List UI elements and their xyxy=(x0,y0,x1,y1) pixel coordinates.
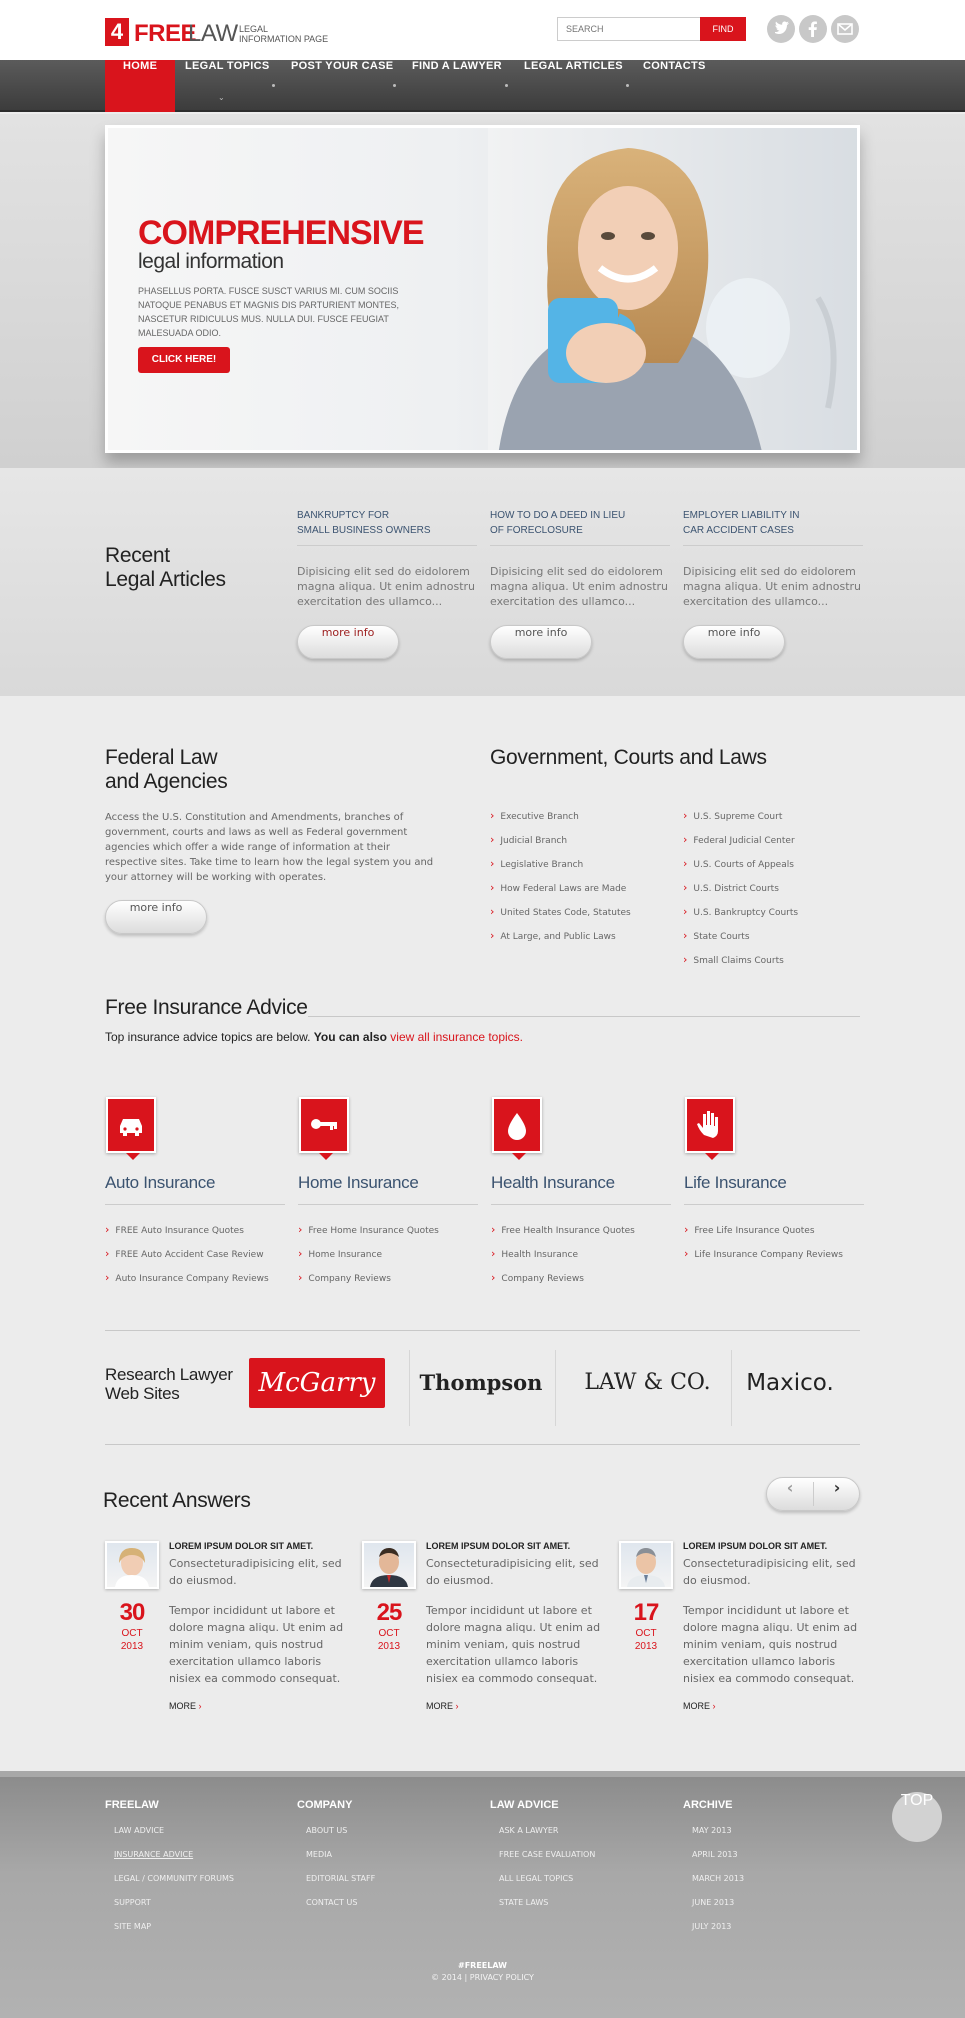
list-item[interactable]: › Life Insurance Company Reviews xyxy=(684,1242,869,1266)
back-to-top-button[interactable]: TOP xyxy=(892,1792,942,1842)
list-item[interactable]: › FREE Auto Insurance Quotes xyxy=(105,1218,290,1242)
footer-column-title: LAW ADVICE xyxy=(490,1799,559,1811)
insurance-category-title[interactable]: Auto Insurance xyxy=(105,1173,216,1192)
article-title-line1: HOW TO DO A DEED IN LIEU xyxy=(490,510,626,521)
logo-tagline xyxy=(239,24,328,44)
divider xyxy=(555,1350,556,1426)
insurance-category-title[interactable]: Health Insurance xyxy=(491,1173,615,1192)
twitter-icon[interactable] xyxy=(767,15,795,43)
government-links-col2 xyxy=(683,804,863,972)
list-item[interactable]: › State Courts xyxy=(683,924,863,948)
footer-link[interactable]: MAY 2013 xyxy=(692,1826,732,1835)
footer-link[interactable]: CONTACT US xyxy=(306,1898,358,1907)
nav-find-a-lawyer[interactable]: FIND A LAWYER xyxy=(412,60,502,72)
divider xyxy=(298,1204,478,1205)
insurance-links xyxy=(491,1218,676,1290)
avatar xyxy=(362,1541,416,1589)
insurance-links xyxy=(105,1218,290,1290)
list-item[interactable]: › Free Life Insurance Quotes xyxy=(684,1218,869,1242)
divider xyxy=(491,1204,671,1205)
hand-icon[interactable] xyxy=(685,1097,735,1153)
lawyers-title xyxy=(105,1365,233,1403)
answer-date-year: 2013 xyxy=(634,1641,658,1652)
nav-home[interactable]: HOME xyxy=(105,60,175,112)
footer-link[interactable]: APRIL 2013 xyxy=(692,1850,738,1859)
carousel-controls xyxy=(766,1477,860,1511)
list-item[interactable]: › U.S. District Courts xyxy=(683,876,863,900)
divider xyxy=(105,1444,860,1445)
answer-subtitle: Consecteturadipisicing elit, sed do eiusmod. xyxy=(683,1557,856,1587)
logo-tagline-line1: LEGAL xyxy=(239,24,269,34)
mail-icon[interactable] xyxy=(831,15,859,43)
search-button[interactable]: FIND xyxy=(700,17,746,41)
footer-link[interactable]: LAW ADVICE xyxy=(114,1826,165,1835)
recent-articles-section xyxy=(0,468,965,696)
list-item[interactable]: › Judicial Branch xyxy=(490,828,670,852)
list-item[interactable]: › Free Health Insurance Quotes xyxy=(491,1218,676,1242)
hero-title: COMPREHENSIVE xyxy=(138,214,424,252)
article-excerpt: Dipisicing elit sed do eidolorem magna aliqua. Ut enim adnostru exercitation des ullamco... xyxy=(297,565,476,608)
list-item[interactable]: › Home Insurance xyxy=(298,1242,483,1266)
footer-link[interactable]: MEDIA xyxy=(306,1850,332,1859)
footer-link[interactable]: EDITORIAL STAFF xyxy=(306,1874,376,1883)
search-input[interactable] xyxy=(557,17,701,41)
answer-more-link[interactable] xyxy=(683,1701,716,1711)
answer-date-year: 2013 xyxy=(120,1641,144,1652)
list-item[interactable]: › United States Code, Statutes xyxy=(490,900,670,924)
list-item[interactable]: › Small Claims Courts xyxy=(683,948,863,972)
footer-link[interactable]: INSURANCE ADVICE xyxy=(114,1850,194,1859)
divider xyxy=(409,1350,410,1426)
recent-articles-title xyxy=(105,544,226,592)
article-title-line2: OF FORECLOSURE xyxy=(490,525,583,536)
article-title-line2: SMALL BUSINESS OWNERS xyxy=(297,525,431,536)
facebook-icon[interactable] xyxy=(799,15,827,43)
article-title-line1: BANKRUPTCY FOR xyxy=(297,510,390,521)
avatar xyxy=(105,1541,159,1589)
article-excerpt: Dipisicing elit sed do eidolorem magna aliqua. Ut enim adnostru exercitation des ullamco... xyxy=(683,565,862,608)
footer-link[interactable]: FREE CASE EVALUATION xyxy=(499,1850,596,1859)
answer-more-label: MORE xyxy=(426,1701,453,1711)
nav-legal-topics[interactable]: LEGAL TOPICS xyxy=(185,60,270,72)
chevron-right-icon: › xyxy=(455,1701,459,1711)
divider xyxy=(105,1330,860,1331)
logo-mark[interactable]: 4 xyxy=(105,18,129,46)
footer-column xyxy=(297,1799,375,1915)
government-links-col1 xyxy=(490,804,670,948)
recent-articles-title-line2: Legal Articles xyxy=(105,568,226,591)
car-icon[interactable] xyxy=(106,1097,156,1153)
answer-date-month: OCT xyxy=(378,1628,400,1639)
drop-icon[interactable] xyxy=(492,1097,542,1153)
article-title[interactable] xyxy=(297,508,477,546)
view-all-insurance-link[interactable]: view all insurance topics. xyxy=(390,1030,524,1044)
hero-subtitle: legal information xyxy=(138,250,284,273)
federal-title xyxy=(105,746,228,794)
answer-text: Tempor incididunt ut labore et dolore magna aliqu. Ut enim ad minim veniam, quis nostrud exercitation ullamco laboris nisiex ea commodo consequat. xyxy=(169,1604,344,1685)
answer-text: Tempor incididunt ut labore et dolore magna aliqu. Ut enim ad minim veniam, quis nostrud exercitation ullamco laboris nisiex ea commodo consequat. xyxy=(426,1604,601,1685)
answer-date-day: 30 xyxy=(119,1599,145,1626)
nav-separator xyxy=(272,84,275,87)
footer-link[interactable]: ALL LEGAL TOPICS xyxy=(499,1874,574,1883)
more-info-button[interactable]: more info xyxy=(490,625,592,659)
article-title[interactable] xyxy=(490,508,670,546)
federal-text: Access the U.S. Constitution and Amendments, branches of government, courts and laws as well as Federal government agencies which offer a wide range of information at their respective sites. Take time to learn how the legal system you and your attorney will be working with operates. xyxy=(105,812,434,883)
answer-text: Tempor incididunt ut labore et dolore magna aliqu. Ut enim ad minim veniam, quis nostrud exercitation ullamco laboris nisiex ea commodo consequat. xyxy=(683,1604,858,1685)
answer-date-day: 17 xyxy=(633,1599,659,1626)
footer-brand: #FREELAW xyxy=(457,1961,507,1970)
list-item[interactable]: › Company Reviews xyxy=(298,1266,483,1290)
list-item[interactable]: › How Federal Laws are Made xyxy=(490,876,670,900)
chevron-right-icon: › xyxy=(198,1701,202,1711)
recent-articles-title-line1: Recent xyxy=(105,544,170,567)
article-card xyxy=(297,508,477,659)
brand-law-and-co[interactable]: LAW & CO. xyxy=(584,1370,711,1395)
list-item[interactable]: › Company Reviews xyxy=(491,1266,676,1290)
answer-date-month: OCT xyxy=(121,1628,143,1639)
list-item[interactable]: › Auto Insurance Company Reviews xyxy=(105,1266,290,1290)
logo-tagline-line2: INFORMATION PAGE xyxy=(239,34,329,44)
list-item[interactable]: › Executive Branch xyxy=(490,804,670,828)
chevron-down-icon: ⌄ xyxy=(218,93,225,102)
divider xyxy=(105,1204,285,1205)
list-item[interactable]: › FREE Auto Accident Case Review xyxy=(105,1242,290,1266)
federal-title-line1: Federal Law xyxy=(105,746,218,769)
answer-subtitle: Consecteturadipisicing elit, sed do eiusmod. xyxy=(426,1557,599,1587)
answer-heading[interactable]: LOREM IPSUM DOLOR SIT AMET. xyxy=(683,1541,828,1551)
footer-link[interactable]: JULY 2013 xyxy=(692,1922,732,1931)
government-title: Government, Courts and Laws xyxy=(490,746,767,769)
footer-column-title: COMPANY xyxy=(297,1799,353,1811)
insurance-category-title[interactable]: Home Insurance xyxy=(298,1173,419,1192)
article-title-line2: CAR ACCIDENT CASES xyxy=(683,525,794,536)
footer-link[interactable]: MARCH 2013 xyxy=(692,1874,745,1883)
brand-thompson[interactable]: Thompson xyxy=(419,1370,543,1395)
avatar xyxy=(619,1541,673,1589)
more-info-button[interactable]: more info xyxy=(683,625,785,659)
nav-post-your-case[interactable]: POST YOUR CASE xyxy=(291,60,394,72)
logo-law-text[interactable]: LAW xyxy=(188,20,238,47)
article-title-line1: EMPLOYER LIABILITY IN xyxy=(683,510,800,521)
site-footer xyxy=(0,1771,965,2018)
footer-link[interactable]: SUPPORT xyxy=(114,1898,151,1907)
answers-title: Recent Answers xyxy=(103,1489,251,1512)
answer-date-day: 25 xyxy=(376,1599,402,1626)
answer-more-link[interactable] xyxy=(426,1701,459,1711)
nav-separator xyxy=(393,84,396,87)
insurance-intro-emphasis: You can also xyxy=(313,1030,387,1044)
list-item[interactable]: › At Large, and Public Laws xyxy=(490,924,670,948)
more-info-button[interactable]: more info xyxy=(297,625,399,659)
list-item[interactable]: › U.S. Supreme Court xyxy=(683,804,863,828)
insurance-intro xyxy=(105,1030,523,1044)
brand-maxico[interactable]: Maxico. xyxy=(746,1370,834,1396)
list-item[interactable]: › U.S. Bankruptcy Courts xyxy=(683,900,863,924)
list-item[interactable]: › Free Home Insurance Quotes xyxy=(298,1218,483,1242)
key-icon[interactable] xyxy=(299,1097,349,1153)
footer-link[interactable]: LEGAL / COMMUNITY FORUMS xyxy=(114,1874,234,1883)
nav-separator xyxy=(626,84,629,87)
list-item[interactable]: › Health Insurance xyxy=(491,1242,676,1266)
answer-more-link[interactable] xyxy=(169,1701,202,1711)
insurance-title: Free Insurance Advice xyxy=(105,996,308,1019)
insurance-links xyxy=(298,1218,483,1290)
footer-link[interactable]: ASK A LAWYER xyxy=(499,1826,559,1835)
article-title[interactable] xyxy=(683,508,863,546)
answer-heading[interactable]: LOREM IPSUM DOLOR SIT AMET. xyxy=(169,1541,314,1551)
footer-link[interactable]: STATE LAWS xyxy=(499,1898,549,1907)
footer-column xyxy=(490,1799,595,1915)
article-card xyxy=(490,508,670,659)
lawyers-title-line1: Research Lawyer xyxy=(105,1365,233,1384)
hero-click-here-button[interactable]: CLICK HERE! xyxy=(138,347,230,373)
answer-heading[interactable]: LOREM IPSUM DOLOR SIT AMET. xyxy=(426,1541,571,1551)
chevron-right-icon[interactable]: › xyxy=(833,1478,841,1497)
list-item[interactable]: › U.S. Courts of Appeals xyxy=(683,852,863,876)
insurance-intro-text: Top insurance advice topics are below. xyxy=(105,1030,311,1044)
footer-link[interactable]: ABOUT US xyxy=(306,1826,348,1835)
chevron-right-icon: › xyxy=(712,1701,716,1711)
answer-subtitle: Consecteturadipisicing elit, sed do eiusmod. xyxy=(169,1557,342,1587)
footer-column-title: FREELAW xyxy=(105,1799,159,1811)
footer-column-title: ARCHIVE xyxy=(683,1799,733,1811)
footer-column xyxy=(105,1799,234,1939)
article-card xyxy=(683,508,863,659)
hero-banner xyxy=(105,125,860,453)
article-excerpt: Dipisicing elit sed do eidolorem magna aliqua. Ut enim adnostru exercitation des ullamco... xyxy=(490,565,669,608)
footer-column xyxy=(683,1799,744,1939)
insurance-links xyxy=(684,1218,869,1266)
footer-link[interactable]: SITE MAP xyxy=(114,1922,152,1931)
nav-legal-articles[interactable]: LEGAL ARTICLES xyxy=(524,60,623,72)
site-header xyxy=(0,0,965,60)
answer-date-month: OCT xyxy=(635,1628,657,1639)
insurance-category-title[interactable]: Life Insurance xyxy=(684,1173,787,1192)
answer-more-label: MORE xyxy=(169,1701,196,1711)
answer-date-year: 2013 xyxy=(377,1641,401,1652)
footer-link[interactable]: JUNE 2013 xyxy=(692,1898,735,1907)
divider xyxy=(731,1350,732,1426)
nav-contacts[interactable]: CONTACTS xyxy=(643,60,706,72)
divider xyxy=(684,1204,864,1205)
hero-text: PHASELLUS PORTA. FUSCE SUSCT VARIUS MI. CUM SOCIIS NATOQUE PENABUS ET MAGNIS DIS PARTURIENT MONTES, NASCETUR RIDICULUS MUS. NULLA DUI. FUSCE FEUGIAT MALESUADA ODIO. xyxy=(138,286,400,338)
list-item[interactable]: › Legislative Branch xyxy=(490,852,670,876)
logo-free-text[interactable]: FREE xyxy=(134,20,197,47)
answer-more-label: MORE xyxy=(683,1701,710,1711)
footer-copyright[interactable]: © 2014 | PRIVACY POLICY xyxy=(431,1973,534,1982)
federal-more-info-button[interactable]: more info xyxy=(105,900,207,934)
hero-photo xyxy=(488,128,860,453)
brand-mcgarry[interactable]: McGarry xyxy=(249,1358,385,1408)
divider xyxy=(308,1016,860,1017)
lawyers-title-line2: Web Sites xyxy=(105,1384,180,1403)
main-navigation xyxy=(0,60,965,112)
nav-separator xyxy=(505,84,508,87)
federal-title-line2: and Agencies xyxy=(105,770,228,793)
list-item[interactable]: › Federal Judicial Center xyxy=(683,828,863,852)
chevron-left-icon[interactable]: ‹ xyxy=(786,1478,794,1497)
